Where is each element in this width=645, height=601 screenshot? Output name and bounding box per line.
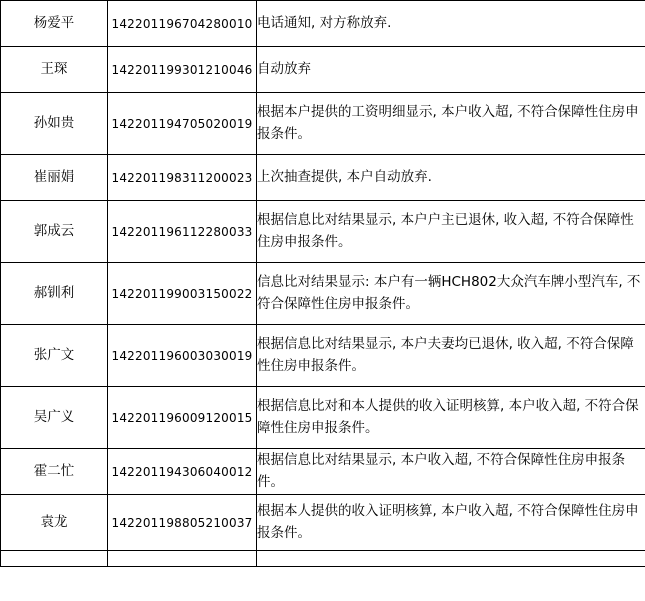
applicant-id: 142201198311200023 xyxy=(108,155,257,201)
review-note: 根据信息比对结果显示, 本户收入超, 不符合保障性住房申报条件。 xyxy=(257,449,645,495)
applicant-id: 142201196003030019 xyxy=(108,325,257,387)
applicant-name: 杨爱平 xyxy=(1,1,108,47)
review-note xyxy=(257,551,645,567)
table-row xyxy=(1,47,645,93)
review-note: 根据信息比对结果显示, 本户户主已退休, 收入超, 不符合保障性住房申报条件。 xyxy=(257,201,645,263)
applicant-id: 142201199003150022 xyxy=(108,263,257,325)
review-note: 信息比对结果显示: 本户有一辆HCH802大众汽车牌小型汽车, 不符合保障性住房申报条件。 xyxy=(257,263,645,325)
review-note: 根据信息比对结果显示, 本户夫妻均已退休, 收入超, 不符合保障性住房申报条件。 xyxy=(257,325,645,387)
table-row xyxy=(1,155,645,201)
applicant-id: 142201194306040012 xyxy=(108,449,257,495)
applicant-name: 郝钏利 xyxy=(1,263,108,325)
applicant-name: 孙如贵 xyxy=(1,93,108,155)
applicant-id: 142201199301210046 xyxy=(108,47,257,93)
applicant-name: 霍二忙 xyxy=(1,449,108,495)
applicant-id: 142201196112280033 xyxy=(108,201,257,263)
review-note: 电话通知, 对方称放弃. xyxy=(257,1,645,47)
table-row xyxy=(1,1,645,47)
applicant-id xyxy=(108,551,257,567)
applicant-id: 142201198805210037 xyxy=(108,495,257,551)
review-note: 自动放弃 xyxy=(257,47,645,93)
applicant-name: 王琛 xyxy=(1,47,108,93)
applicant-name: 袁龙 xyxy=(1,495,108,551)
table-row-partial xyxy=(1,551,645,567)
applicant-name: 崔丽娟 xyxy=(1,155,108,201)
review-note: 根据本户提供的工资明细显示, 本户收入超, 不符合保障性住房申报条件。 xyxy=(257,93,645,155)
applicant-id: 142201194705020019 xyxy=(108,93,257,155)
applicant-id: 142201196009120015 xyxy=(108,387,257,449)
applicant-name: 张广文 xyxy=(1,325,108,387)
table-row xyxy=(1,93,645,155)
review-note: 上次抽查提供, 本户自动放弃. xyxy=(257,155,645,201)
table-row xyxy=(1,263,645,325)
table-row xyxy=(1,201,645,263)
applicant-name: 吴广义 xyxy=(1,387,108,449)
review-note: 根据信息比对和本人提供的收入证明核算, 本户收入超, 不符合保障性住房申报条件。 xyxy=(257,387,645,449)
applicant-name: 郭成云 xyxy=(1,201,108,263)
applicant-name xyxy=(1,551,108,567)
review-note: 根据本人提供的收入证明核算, 本户收入超, 不符合保障性住房申报条件。 xyxy=(257,495,645,551)
table-row xyxy=(1,325,645,387)
applicant-id: 142201196704280010 xyxy=(108,1,257,47)
table-row xyxy=(1,495,645,551)
table-row xyxy=(1,449,645,495)
table-body xyxy=(1,1,645,567)
table-row xyxy=(1,387,645,449)
